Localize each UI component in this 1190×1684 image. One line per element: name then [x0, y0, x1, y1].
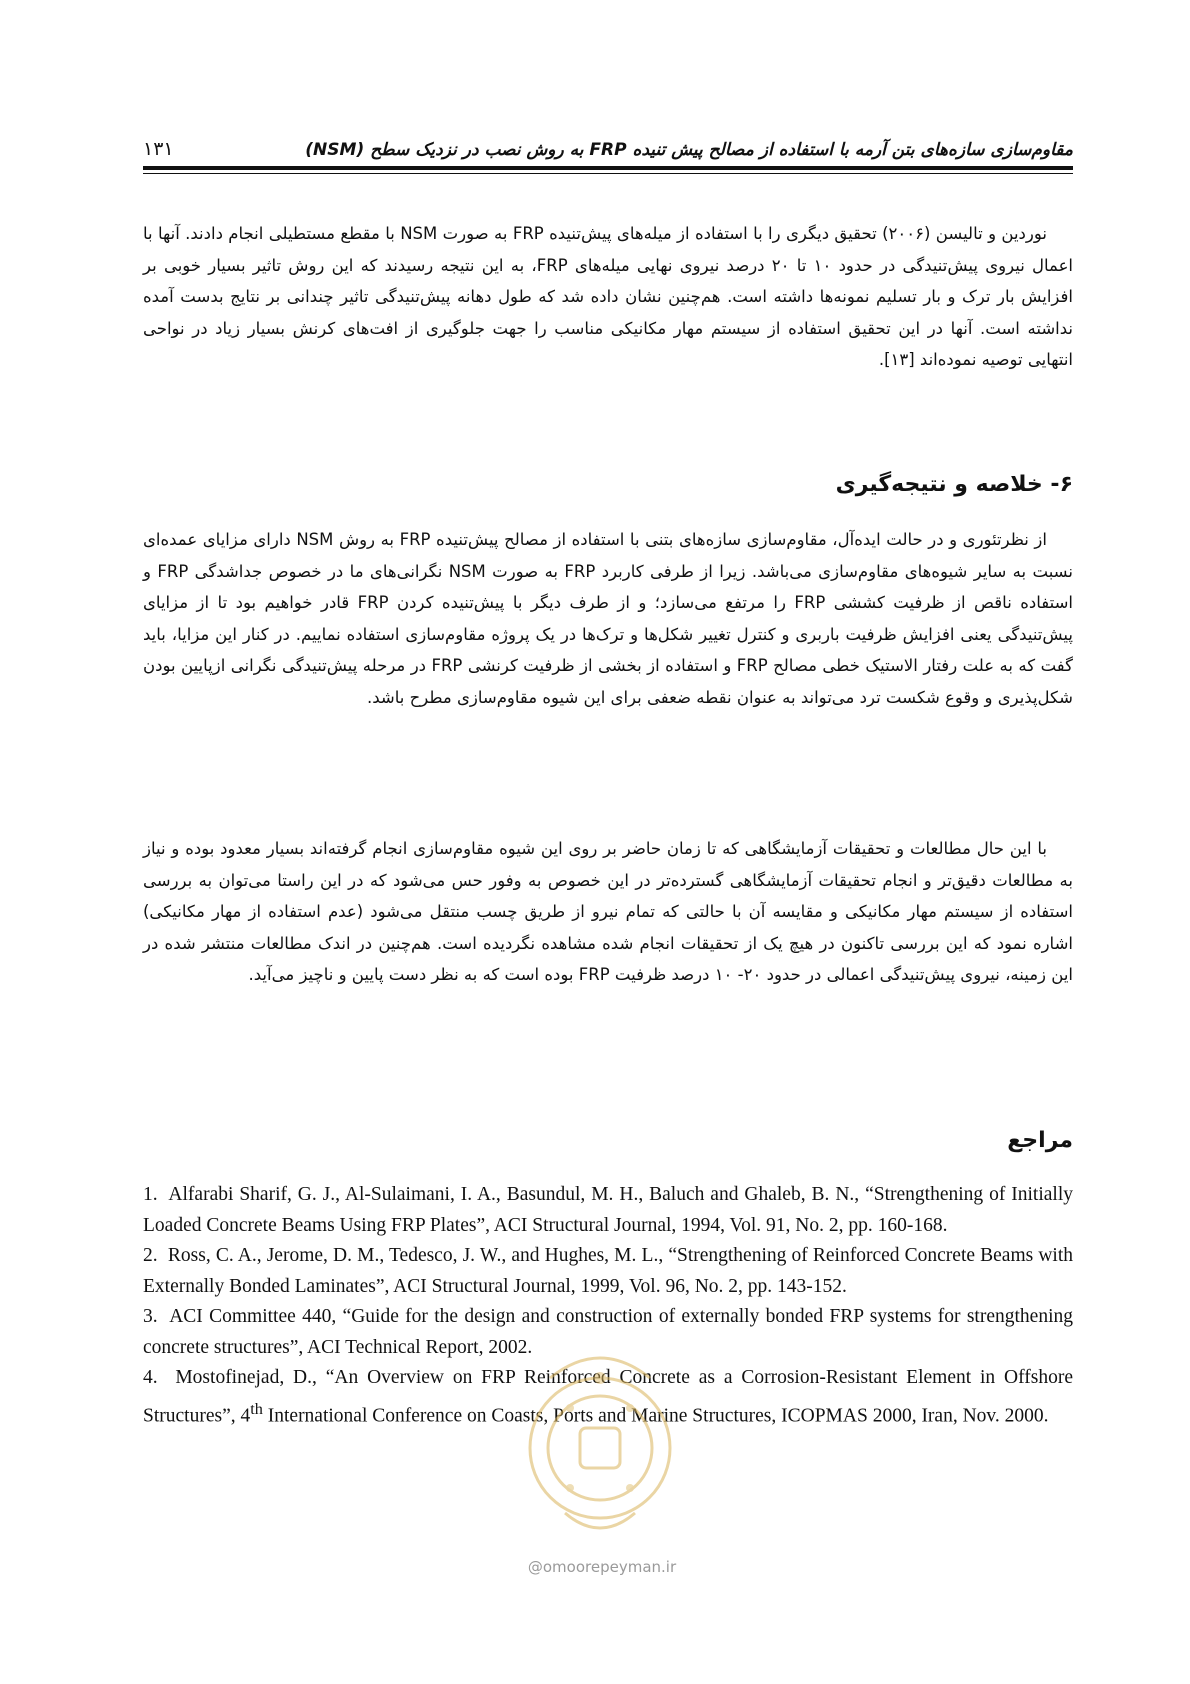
reference-text: Mostofinejad, D., “An Overview on FRP Reinforced Concrete as a Corrosion-Resistant Element in Offshore Structures”, 4: [143, 1367, 1073, 1426]
reference-number: 4.: [143, 1367, 158, 1388]
header-rule-thick: [143, 166, 1073, 170]
reference-superscript: th: [250, 1399, 263, 1418]
body-paragraph: نوردین و تالیسن (۲۰۰۶) تحقیق دیگری را با استفاده از میله‌های پیش‌تنیده FRP به صورت NSM با مقطع مستطیلی انجام دادند. آنها با اعمال نیروی پیش‌تنیدگی در حدود ۱۰ تا ۲۰ درصد نیروی نهایی میله‌های FRP، به این نتیجه رسیدند که این روش تاثیر بسیار خوبی بر افزایش بار ترک و بار تسلیم نمونه‌ها داشته است. هم‌چنین نشان داده شد که طول دهانه پیش‌تنیدگی تاثیر چندانی بر نتایج بدست آمده نداشته است. آنها در این تحقیق استفاده از سیستم مهار مکانیکی مناسب را جهت جلوگیری از افت‌های کرنش بسیار زیاد در نواحی انتهایی توصیه نموده‌اند [۱۳].: [143, 224, 1074, 369]
reference-text: ACI Committee 440, “Guide for the design and construction of externally bonded FRP systems for strengthening concrete structures”, ACI Technical Report, 2002.: [143, 1306, 1073, 1358]
reference-number: 1.: [143, 1184, 158, 1205]
section-heading: ۶- خلاصه و نتیجه‌گیری: [835, 472, 1073, 497]
reference-text: Alfarabi Sharif, G. J., Al-Sulaimani, I. A., Basundul, M. H., Baluch and Ghaleb, B. N., “Strengthening of Initially Loaded Concrete Beams Using FRP Plates”, ACI Structural Journal, 1994, Vol. 91, No. 2, pp. 160-168.: [143, 1184, 1073, 1236]
reference-number: 2.: [143, 1245, 158, 1266]
header-title: مقاوم‌سازی سازه‌های بتن آرمه با استفاده از مصالح پیش تنیده FRP به روش نصب در نزدیک سطح (NSM): [305, 140, 1073, 160]
watermark-seal-logo: [510, 1338, 690, 1558]
body-paragraph: با این حال مطالعات و تحقیقات آزمایشگاهی که تا زمان حاضر بر روی این شیوه مقاوم‌سازی انجام گرفته‌اند بسیار معدود بوده و نیاز به مطالعات دقیق‌تر و انجام تحقیقات آزمایشگاهی گسترده‌تر در این خصوص به وفور حس می‌شود که در این راستا می‌توان به بررسی استفاده از سیستم مهار مکانیکی و مقایسه آن با حالتی که تمام نیرو از طریق چسب منتقل می‌شود (عدم استفاده از مهار مکانیکی) اشاره نمود که این بررسی تاکنون در هیچ یک از تحقیقات انجام شده مشاهده نگردیده است. هم‌چنین در اندک مطالعات منتشر شده در این زمینه، نیروی پیش‌تنیدگی اعمالی در حدود ۲۰- ۱۰ درصد ظرفیت FRP بوده است که به نظر دست پایین و ناچیز می‌آید.: [143, 839, 1073, 984]
header-rule-thin: [143, 173, 1073, 174]
running-header: [143, 122, 1073, 160]
body-paragraph: از نظرتئوری و در حالت ایده‌آل، مقاوم‌سازی سازه‌های بتنی با استفاده از مصالح پیش‌تنیده FRP به روش NSM دارای مزایای عمده‌ای نسبت به سایر شیوه‌های مقاوم‌سازی می‌باشد. زیرا از طرفی کاربرد FRP به صورت NSM نگرانی‌های ما در خصوص جداشدگی FRP و استفاده ناقص از ظرفیت کششی FRP را مرتفع می‌سازد؛ و از طرف دیگر با پیش‌تنیده کردن FRP قادر خواهیم بود تا از مزایای پیش‌تنیدگی یعنی افزایش ظرفیت باربری و کنترل تغییر شکل‌ها و ترک‌ها در یک پروژه مقاوم‌سازی استفاده نماییم. در کنار این مزایا، باید گفت که به علت رفتار الاستیک خطی مصالح FRP و استفاده از بخشی از ظرفیت کرنشی FRP در مرحله پیش‌تنیدگی نگرانی ازپایین بودن شکل‌پذیری و وقوع شکست ترد می‌تواند به عنوان نقطه ضعفی برای این شیوه مقاوم‌سازی مطرح باشد.: [143, 530, 1073, 707]
reference-text: Ross, C. A., Jerome, D. M., Tedesco, J. W., and Hughes, M. L., “Strengthening of Reinforced Concrete Beams with Externally Bonded Laminates”, ACI Structural Journal, 1999, Vol. 96, No. 2, pp. 143-152.: [143, 1245, 1074, 1297]
reference-item: [143, 1180, 1073, 1241]
reference-number: 3.: [143, 1306, 158, 1327]
references-heading: مراجع: [1007, 1128, 1073, 1153]
page-number: ۱۳۱: [143, 138, 174, 160]
reference-text-continued: International Conference on Coasts, Ports and Marine Structures, ICOPMAS 2000, Iran, Nov. 2000.: [262, 1405, 1049, 1426]
reference-item: [143, 1241, 1073, 1302]
watermark-text: @omoorepeyman.ir: [527, 1558, 677, 1576]
